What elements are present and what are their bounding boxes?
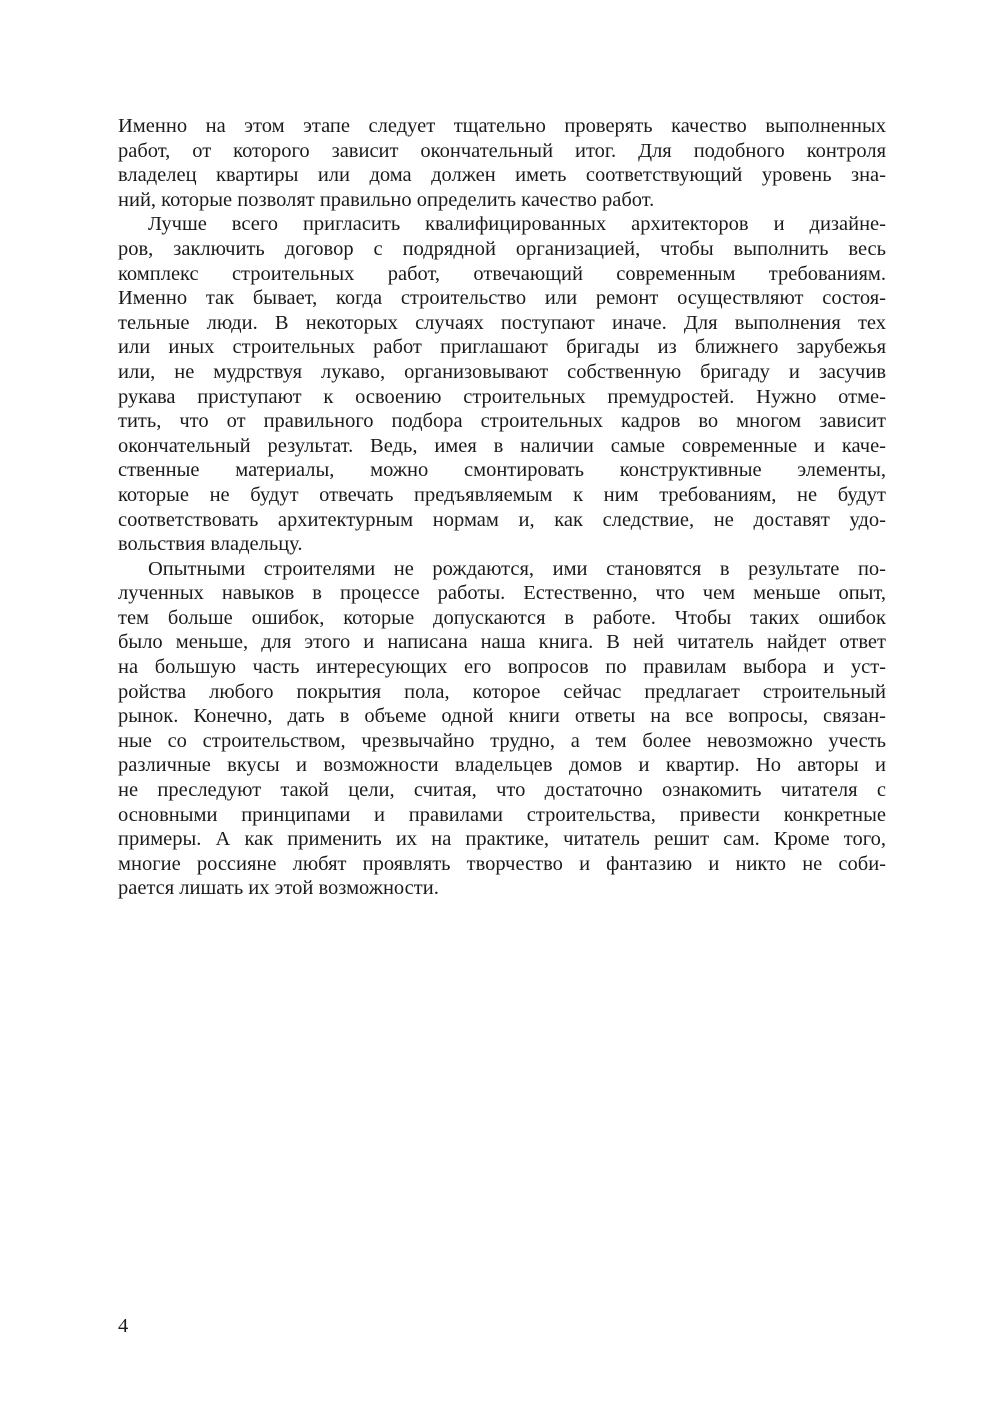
text-line: комплекс строительных работ, отвечающий современным требованиям. [118,262,886,285]
text-line: ройства любого покрытия пола, которое сейчас предлагает строительный [118,680,886,703]
page-number: 4 [118,1315,129,1337]
text-line: не преследуют такой цели, считая, что достаточно ознакомить читателя с [118,779,886,802]
text-line: окончательный результат. Ведь, имея в наличии самые современные и каче- [118,434,886,457]
paragraph-2 [118,212,886,556]
text-line: ные со строительством, чрезвычайно трудно, а тем более невозможно учесть [118,729,886,752]
text-line: вольствия владельцу. [118,533,303,556]
page-body [118,114,886,901]
text-line: рается лишать их этой возможности. [118,877,439,900]
text-line: рукава приступают к освоению строительных премудростей. Нужно отме- [118,385,886,408]
text-line: ственные материалы, можно смонтировать конструктивные элементы, [118,459,886,482]
text-line: соответствовать архитектурным нормам и, как следствие, не доставят удо- [118,508,886,531]
text-line: владелец квартиры или дома должен иметь соответствующий уровень зна- [118,164,886,187]
text-line: многие россияне любят проявлять творчество и фантазию и никто не соби- [118,852,886,875]
text-line: лученных навыков в процессе работы. Естественно, что чем меньше опыт, [118,582,886,605]
text-line: Лучше всего пригласить квалифицированных архитекторов и дизайне- [148,213,886,236]
text-line: Именно так бывает, когда строительство или ремонт осуществляют состоя- [118,287,886,310]
text-line: Опытными строителями не рождаются, ими становятся в результате по- [148,557,886,580]
text-line: ров, заключить договор с подрядной организацией, чтобы выполнить весь [118,237,886,260]
text-line: тить, что от правильного подбора строительных кадров во многом зависит [118,410,886,433]
text-line: ний, которые позволят правильно определить качество работ. [118,188,655,211]
text-line: или, не мудрствуя лукаво, организовывают собственную бригаду и засучив [118,360,886,383]
text-line: которые не будут отвечать предъявляемым к ним требованиям, не будут [118,483,886,506]
text-line: рынок. Конечно, дать в объеме одной книги ответы на все вопросы, связан- [118,705,886,728]
text-line: на большую часть интересующих его вопросов по правилам выбора и уст- [118,656,886,679]
paragraph-3 [118,557,886,901]
text-line: тем больше ошибок, которые допускаются в работе. Чтобы таких ошибок [118,606,886,629]
text-line: примеры. А как применить их на практике, читатель решит сам. Кроме того, [118,828,886,851]
text-line: различные вкусы и возможности владельцев домов и квартир. Но авторы и [118,754,886,777]
paragraph-1 [118,114,886,212]
text-line: Именно на этом этапе следует тщательно проверять качество выполненных [118,115,886,137]
text-line: основными принципами и правилами строительства, привести конкретные [118,803,886,826]
text-line: тельные люди. В некоторых случаях поступают иначе. Для выполнения тех [118,311,886,334]
text-line: или иных строительных работ приглашают бригады из ближнего зарубежья [118,336,886,359]
text-line: было меньше, для этого и написана наша книга. В ней читатель найдет ответ [118,631,886,654]
text-line: работ, от которого зависит окончательный итог. Для подобного контроля [118,139,886,162]
